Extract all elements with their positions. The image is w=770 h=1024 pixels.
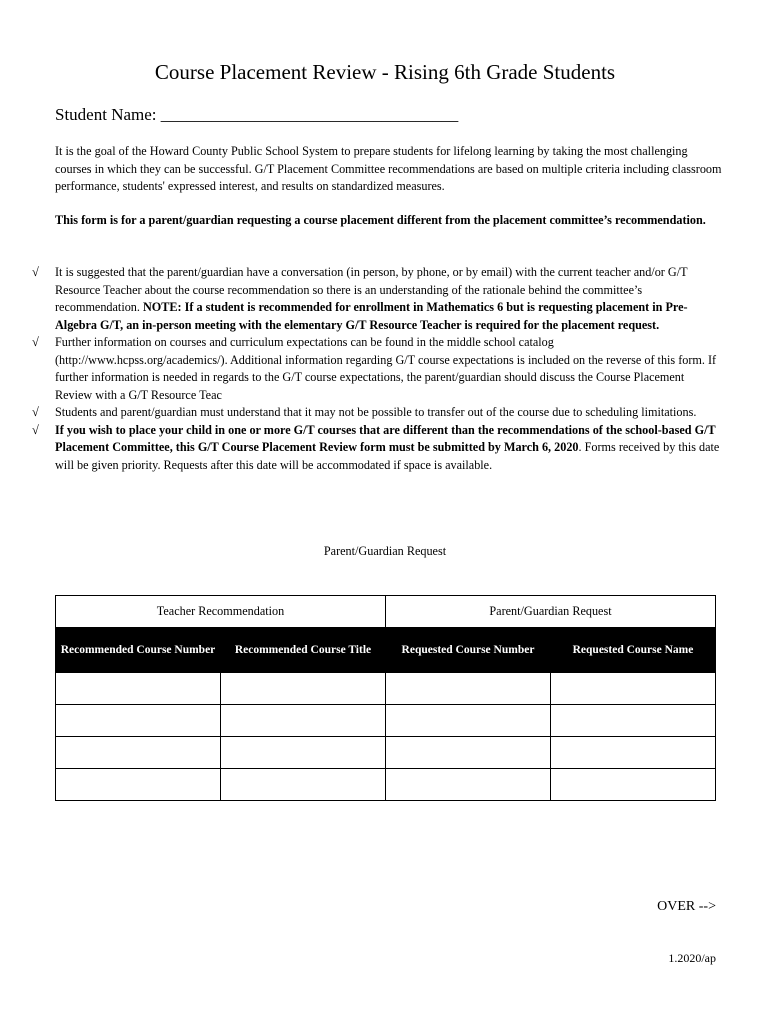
bullet-3-text: Students and parent/guardian must understand that it may not be possible to transfer out of the course due to scheduling limitations. bbox=[55, 405, 697, 419]
table-group-header-row bbox=[56, 596, 716, 628]
table-cell[interactable] bbox=[551, 705, 716, 737]
checkmark-icon: √ bbox=[32, 405, 39, 419]
parent-request-header: Parent/Guardian Request bbox=[386, 596, 716, 628]
table-cell[interactable] bbox=[56, 769, 221, 801]
over-indicator: OVER --> bbox=[657, 899, 716, 914]
checkmark-icon: √ bbox=[32, 422, 39, 437]
bullet-1-text: It is suggested that the parent/guardian have a conversation (in person, by phone, or by email) with the current teacher and/or G/T Resource Teacher about the course recommendation so there is an understanding of the rationale behind the committee’s recommendation. bbox=[55, 265, 688, 314]
list-item bbox=[32, 422, 723, 475]
checkmark-icon: √ bbox=[32, 265, 39, 279]
guideline-list bbox=[32, 264, 723, 474]
column-header: Requested Course Number bbox=[386, 628, 551, 673]
table-cell[interactable] bbox=[56, 737, 221, 769]
table-row bbox=[56, 705, 716, 737]
column-header: Recommended Course Title bbox=[221, 628, 386, 673]
section-caption: Parent/Guardian Request bbox=[323, 544, 447, 558]
bullet-4-deadline: If you wish to place your child in one or more G/T courses that are different than the recommendations of the school-based G/T Placement Committee, this G/T Course Placement Review form must be submitted by March 6, 2020 bbox=[55, 422, 716, 454]
form-purpose-note: This form is for a parent/guardian requesting a course placement different from the placement committee’s recommendation. bbox=[55, 213, 706, 227]
table-cell[interactable] bbox=[551, 737, 716, 769]
list-item bbox=[32, 334, 723, 404]
checkmark-icon: √ bbox=[32, 335, 39, 349]
table-column-header-row bbox=[56, 628, 716, 673]
table-row bbox=[56, 737, 716, 769]
column-header: Requested Course Name bbox=[551, 628, 716, 673]
table-cell[interactable] bbox=[56, 705, 221, 737]
table-cell[interactable] bbox=[551, 673, 716, 705]
bullet-4-text: . Forms received by this date will be given priority. Requests after this date will be accommodated if space is available. bbox=[55, 440, 720, 472]
student-name-field[interactable]: Student Name: ___________________________________ bbox=[55, 105, 459, 124]
table-cell[interactable] bbox=[386, 737, 551, 769]
intro-paragraph: It is the goal of the Howard County Public School System to prepare students for lifelong learning by taking the most challenging courses in which they can be successful. G/T Placement Committee recommendations are based on multiple criteria including classroom performance, students' expressed interest, and results on standardized measures. bbox=[55, 144, 722, 193]
table-cell[interactable] bbox=[56, 673, 221, 705]
bullet-1-note: NOTE: If a student is recommended for enrollment in Mathematics 6 but is requesting placement in Pre-Algebra G/T, an in-person meeting with the elementary G/T Resource Teacher is required for the placement request. bbox=[55, 300, 688, 332]
table-cell[interactable] bbox=[221, 737, 386, 769]
table-cell[interactable] bbox=[386, 673, 551, 705]
teacher-recommendation-header: Teacher Recommendation bbox=[56, 596, 386, 628]
table-cell[interactable] bbox=[551, 769, 716, 801]
list-item bbox=[32, 404, 723, 422]
table-row bbox=[56, 769, 716, 801]
bullet-2-text: Further information on courses and curriculum expectations can be found in the middle school catalog (http://www.hcpss.org/academics/). Additional information regarding G/T course expectations is included on the reverse of this form. If further information is needed in regards to the G/T course expectations, the parent/guardian should discuss the Course Placement Review with a G/T Resource Teac bbox=[55, 335, 717, 402]
table-cell[interactable] bbox=[386, 705, 551, 737]
version-code: 1.2020/ap bbox=[668, 951, 716, 965]
page-title: Course Placement Review - Rising 6th Grade Students bbox=[154, 60, 616, 84]
list-item bbox=[32, 264, 723, 334]
course-request-table bbox=[55, 595, 716, 801]
table-cell[interactable] bbox=[221, 769, 386, 801]
table-row bbox=[56, 673, 716, 705]
table-cell[interactable] bbox=[221, 673, 386, 705]
column-header: Recommended Course Number bbox=[56, 628, 221, 673]
table-cell[interactable] bbox=[386, 769, 551, 801]
table-cell[interactable] bbox=[221, 705, 386, 737]
